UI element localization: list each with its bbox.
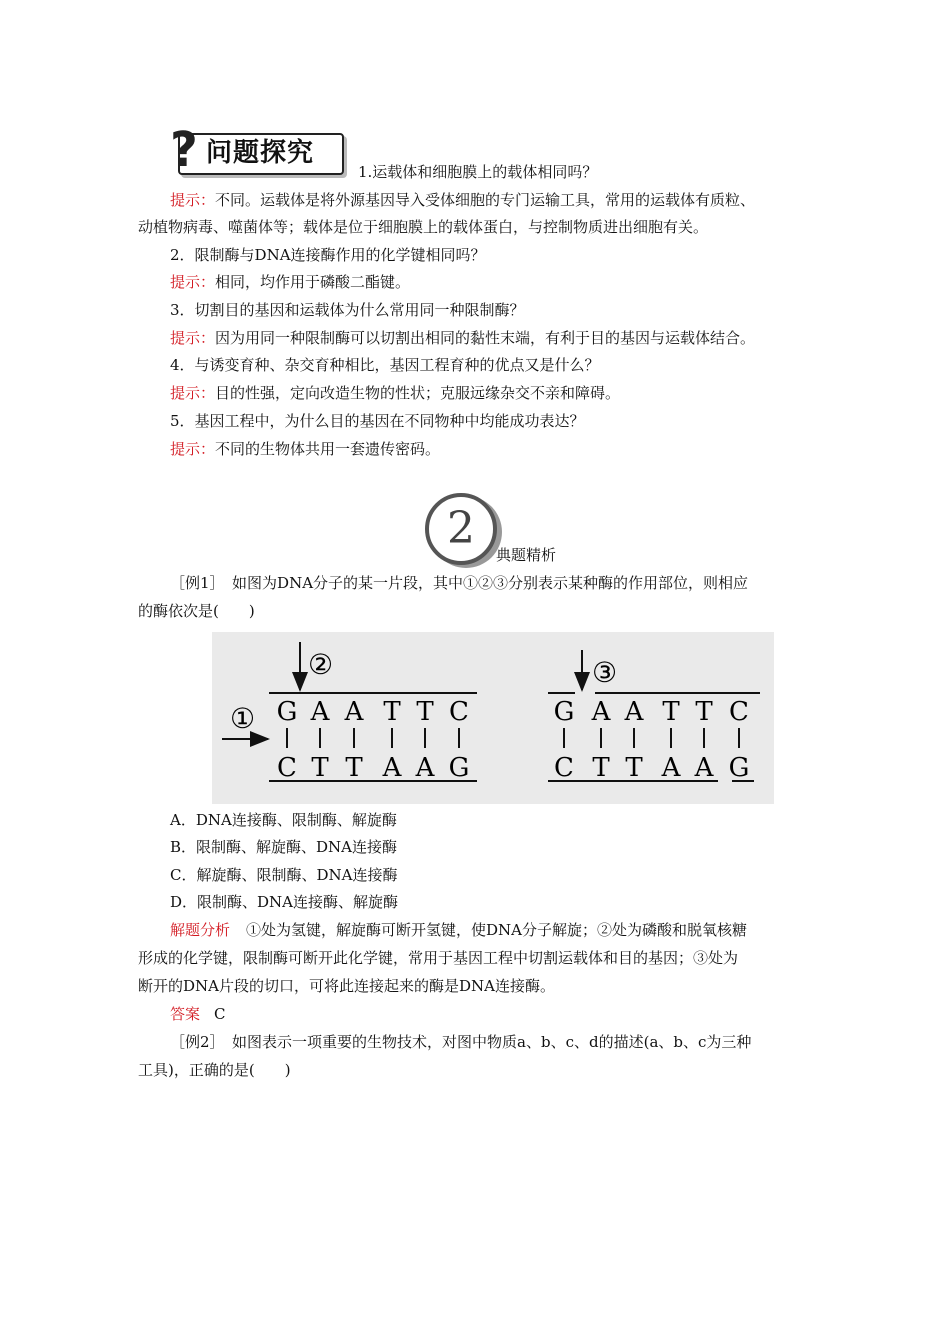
hint-1-line-1 <box>170 190 755 210</box>
hint-label: 提示： <box>170 384 216 402</box>
question-2: 2．限制酶与DNA连接酶作用的化学键相同吗？ <box>170 246 486 264</box>
left-top-base-5: C <box>449 697 469 727</box>
question-4: 4．与诱变育种、杂交育种相比，基因工程育种的优点又是什么？ <box>170 356 600 374</box>
right-bottom-base-2: T <box>625 753 643 783</box>
left-bottom-base-1: T <box>311 753 329 783</box>
analysis-text: ①处为氢键，解旋酶可断开氢键，使DNA分子解旋；②处为磷酸和脱氧核糖 <box>246 921 748 939</box>
right-bottom-base-3: A <box>661 753 681 783</box>
hint-text: 目的性强，定向改造生物的性状；克服远缘杂交不亲和障碍。 <box>215 384 621 402</box>
analysis-line-2: 形成的化学键，限制酶可断开此化学键，常用于基因工程中切割运载体和目的基因；③处为 <box>138 949 739 967</box>
hint-4 <box>170 383 620 403</box>
analysis-label: 解题分析 <box>170 921 231 939</box>
left-bottom-base-2: T <box>345 753 363 783</box>
left-top-base-4: T <box>416 697 434 727</box>
analysis-line-1 <box>170 920 747 940</box>
hint-3 <box>170 328 755 348</box>
section-number-icon <box>425 493 497 565</box>
hint-text: 不同。运载体是将外源基因导入受体细胞的专门运输工具，常用的运载体有质粒、 <box>215 191 756 209</box>
left-bottom-base-5: G <box>448 753 470 783</box>
hint-label: 提示： <box>170 273 216 291</box>
answer-line <box>170 1004 226 1024</box>
section-number: 2 <box>447 503 475 554</box>
left-top-base-2: A <box>344 697 364 727</box>
example-1-stem-2: 的酶依次是( ) <box>138 602 255 620</box>
hint-label: 提示： <box>170 191 216 209</box>
right-bottom-base-5: G <box>728 753 750 783</box>
left-top-base-3: T <box>383 697 401 727</box>
left-bottom-base-0: C <box>277 753 297 783</box>
right-top-base-2: A <box>624 697 644 727</box>
question-3: 3．切割目的基因和运载体为什么常用同一种限制酶？ <box>170 301 525 319</box>
example-2-stem-2: 工具)，正确的是( ) <box>138 1061 291 1079</box>
left-top-base-1: A <box>310 697 330 727</box>
answer-value: C <box>214 1005 226 1023</box>
dna-diagram <box>212 632 774 804</box>
right-top-base-1: A <box>591 697 611 727</box>
option-c: C．解旋酶、限制酶、DNA连接酶 <box>170 866 398 884</box>
label-1: ① <box>230 702 256 735</box>
label-3: ③ <box>592 656 618 689</box>
option-d: D．限制酶、DNA连接酶、解旋酶 <box>170 893 399 911</box>
base-pairs-left <box>277 697 470 783</box>
base-pairs-right <box>554 697 750 783</box>
question-1: 1.运载体和细胞膜上的载体相同吗？ <box>358 163 598 181</box>
question-5: 5．基因工程中，为什么目的基因在不同物种中均能成功表达？ <box>170 412 585 430</box>
hint-2 <box>170 272 410 292</box>
hint-1-line-2: 动植物病毒、噬菌体等；载体是位于细胞膜上的载体蛋白，与控制物质进出细胞有关。 <box>138 218 709 236</box>
right-top-base-5: C <box>729 697 749 727</box>
label-2: ② <box>308 648 334 681</box>
right-bottom-base-0: C <box>554 753 574 783</box>
right-top-base-0: G <box>553 697 575 727</box>
option-b: B．限制酶、解旋酶、DNA连接酶 <box>170 838 398 856</box>
question-mark-icon: ? <box>170 122 198 178</box>
right-top-base-3: T <box>662 697 680 727</box>
right-bottom-base-4: A <box>694 753 714 783</box>
analysis-line-3: 断开的DNA片段的切口，可将此连接起来的酶是DNA连接酶。 <box>138 977 555 995</box>
hint-5 <box>170 439 440 459</box>
right-bottom-base-1: T <box>592 753 610 783</box>
section-title: 问题探究 <box>206 138 315 168</box>
hint-label: 提示： <box>170 440 216 458</box>
example-2-stem-1: ［例2］ 如图表示一项重要的生物技术，对图中物质a、b、c、d的描述(a、b、c为三种 <box>170 1033 752 1051</box>
left-bottom-base-3: A <box>382 753 402 783</box>
hint-text: 因为用同一种限制酶可以切割出相同的黏性末端，有利于目的基因与运载体结合。 <box>215 329 756 347</box>
left-bottom-base-4: A <box>415 753 435 783</box>
answer-label: 答案 <box>170 1005 201 1023</box>
right-top-base-4: T <box>695 697 713 727</box>
section-badge <box>170 122 340 178</box>
left-top-base-0: G <box>276 697 298 727</box>
example-1-stem-1: ［例1］ 如图为DNA分子的某一片段，其中①②③分别表示某种酶的作用部位，则相应 <box>170 574 749 592</box>
dna-diagram-svg <box>212 632 774 804</box>
option-a: A．DNA连接酶、限制酶、解旋酶 <box>170 811 397 829</box>
hint-text: 不同的生物体共用一套遗传密码。 <box>215 440 441 458</box>
hint-label: 提示： <box>170 329 216 347</box>
section-2-title: 典题精析 <box>496 546 557 564</box>
hint-text: 相同，均作用于磷酸二酯键。 <box>215 273 411 291</box>
